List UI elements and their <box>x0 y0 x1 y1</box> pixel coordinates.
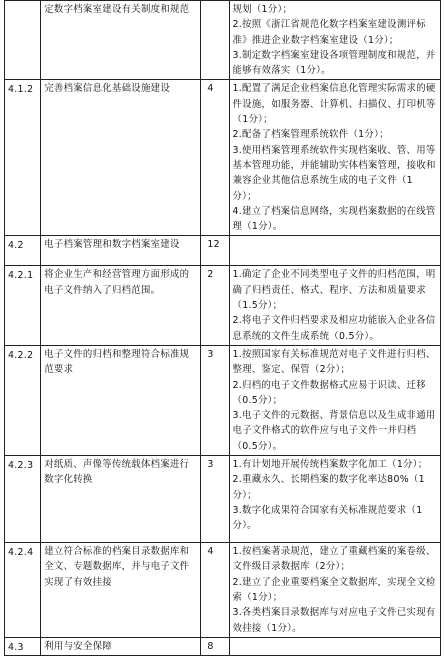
item-criteria <box>229 1 440 80</box>
table-row <box>5 637 441 655</box>
item-title: 电子档案管理和数字档案室建设 <box>41 236 201 266</box>
criteria-line: 2.将电子文件归档要求及相应功能嵌入企业各信息系统的文件生成系统（0.5分）。 <box>232 315 436 342</box>
criteria-line: 1.有计划地开展传统档案数字化加工（1分）； <box>232 459 428 471</box>
criteria-line: 3.电子文件的元数据、背景信息以及生成非通用电子文件格式的软件应与电子文件一并归档（0.5分）。 <box>232 410 436 452</box>
item-title: 定数字档案室建设有关制度和规范 <box>41 1 201 80</box>
evaluation-table <box>4 0 441 656</box>
criteria-line: 3.使用档案管理系统软件实现档案收、管、用等基本管理功能，并能辅助实体档案管理，接收和兼容企业其他信息系统生成的电子文件（1分）； <box>232 144 436 202</box>
item-score: 12 <box>201 236 229 266</box>
item-score: 3 <box>201 456 229 543</box>
item-criteria <box>229 266 440 345</box>
item-number: 4.2.2 <box>5 345 41 455</box>
item-criteria <box>229 456 440 543</box>
item-number: 4.2.4 <box>5 543 41 638</box>
item-score: 8 <box>201 637 229 655</box>
criteria-line: 规划（1分）； <box>232 4 293 15</box>
item-title: 将企业生产和经营管理方面形成的电子文件纳入了归档范围。 <box>41 266 201 345</box>
item-score: 2 <box>201 266 229 345</box>
table-body <box>5 1 441 656</box>
criteria-line: 4.建立了档案信息网络，实现档案数据的在线管理（1分）。 <box>232 205 436 233</box>
item-score: 4 <box>201 80 229 236</box>
item-score: 3 <box>201 345 229 455</box>
criteria-line: 1.按照国家有关标准规范对电子文件进行归档、整理、鉴定、保管（2分）； <box>232 348 436 376</box>
item-number <box>5 1 41 80</box>
criteria-line: 1.按档案著录规范，建立了重藏档案的案卷级、文件级目录数据库（2分）； <box>232 546 436 573</box>
item-number: 4.2 <box>5 236 41 266</box>
table-row <box>5 266 441 345</box>
criteria-line: 1.配置了满足企业档案信息化管理实际需求的硬件设施，如服务器、计算机、扫描仪、打印机等（1分）； <box>232 83 436 126</box>
item-criteria <box>229 345 440 455</box>
criteria-line: 2.建立了企业重要档案全文数据库，实现全文检索（1分）； <box>232 576 436 603</box>
criteria-line: 2.配备了档案管理系统软件（1分）； <box>232 129 389 141</box>
item-score <box>201 1 229 80</box>
item-title: 对纸质、声像等传统载体档案进行数字化转换 <box>41 456 201 543</box>
item-title: 完善档案信息化基础设施建设 <box>41 80 201 236</box>
item-title: 利用与安全保障 <box>41 637 201 655</box>
item-criteria <box>229 80 440 236</box>
criteria-line: 2.重藏永久、长期档案的数字化率达80%（1分）； <box>232 474 425 501</box>
item-number: 4.1.2 <box>5 80 41 236</box>
item-criteria <box>229 236 440 266</box>
item-title: 电子文件的归档和整理符合标准规范要求 <box>41 345 201 455</box>
table-row <box>5 456 441 543</box>
criteria-line: 2.归档的电子文件数据格式应易于识读、迁移（0.5分）； <box>232 379 426 406</box>
item-number: 4.3 <box>5 637 41 655</box>
item-score: 4 <box>201 543 229 638</box>
item-title: 建立符合标准的档案目录数据库和全文、专题数据库，并与电子文件实现了有效挂接 <box>41 543 201 638</box>
item-number: 4.2.1 <box>5 266 41 345</box>
criteria-line: 2.按照《浙江省规范化数字档案室建设测评标准》推进企业数字档案室建设（1分）； <box>232 19 426 46</box>
criteria-line: 1.确定了企业不同类型电子文件的归档范围，明确了归档责任、格式、程序、方法和质量要求（1.5分）； <box>232 269 436 312</box>
criteria-line: 3.制定数字档案室建设各项管理制度和规范，并能够有效落实（1分）。 <box>232 49 436 77</box>
table-row <box>5 543 441 638</box>
table-row <box>5 80 441 236</box>
criteria-line: 3.数字化成果符合国家有关标准规范要求（1分）。 <box>232 504 423 532</box>
table-row <box>5 345 441 455</box>
item-criteria <box>229 543 440 638</box>
table-row <box>5 236 441 266</box>
criteria-line: 3.各类档案目录数据库与对应电子文件已实现有效挂接（1分）。 <box>232 607 436 634</box>
table-row <box>5 1 441 80</box>
item-number: 4.2.3 <box>5 456 41 543</box>
item-criteria <box>229 637 440 655</box>
